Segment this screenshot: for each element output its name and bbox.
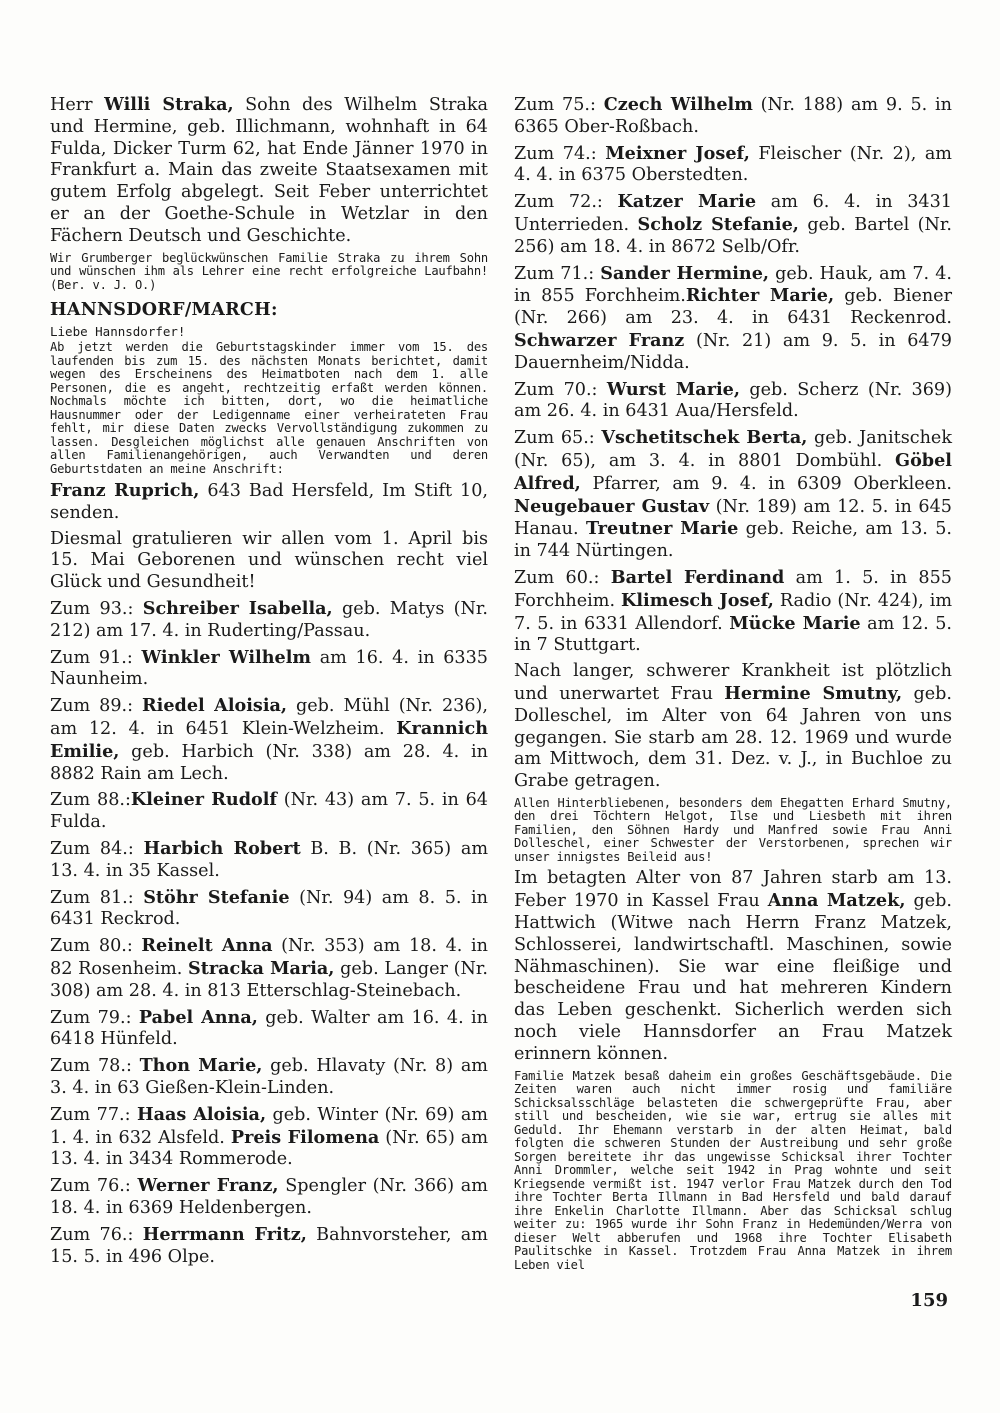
bold-name: Bartel Ferdinand (610, 566, 785, 588)
birthday-entry: Zum 65.: Vschetitschek Berta, geb. Janitschek (Nr. 65), am 3. 4. in 8801 Dombühl. Göbel Alfred, Pfarrer, am 9. 4. in 6309 Oberkleen. Neugebauer Gustav (Nr. 189) am 12. 5. in 645 Hanau. Treutner Marie geb. Reiche, am 13. 5. in 744 Nürtingen. (514, 427, 952, 562)
notice-paragraph: Ab jetzt werden die Geburtstagskinder immer vom 15. des laufenden bis zum 15. des nächsten Monats berichtet, damit wegen des Erscheinens des Heimatboten nach dem 1. alle Personen, die es angeht, rechtzeitig erfaßt werden können. Nochmals möchte ich bitten, dort, wo die heimatliche Hausnummer oder der Ledigenname einer verheirateten Frau fehlt, mir diese Daten zwecks Vervollständigung zukommen zu lassen. Desgleichen möglichst alle genauen Anschriften von allen Familienangehörigen, auch Verwandten und deren Geburtstdaten an meine Anschrift: (50, 340, 488, 476)
straka-paragraph: Herr Willi Straka, Sohn des Wilhelm Straka und Hermine, geb. Illichmann, wohnhaft in 64 Fulda, Dicker Turm 62, hat Ende Jänner 1970 in Frankfurt a. Main das zweite Staatsexamen mit gutem Erfolg abgelegt. Seit Feber unterrichtet er an der Goethe-Schule in Wetzlar in den Fächern Deutsch und Geschichte. (50, 94, 488, 246)
birthday-entry: Zum 60.: Bartel Ferdinand am 1. 5. in 855 Forchheim. Klimesch Josef, Radio (Nr. 424), im 7. 5. in 6331 Allendorf. Mücke Marie am 12. 5. in 7 Stuttgart. (514, 566, 953, 656)
bold-name: Kleiner Rudolf (130, 789, 278, 811)
bold-name: Sander Hermine, (600, 262, 770, 284)
page-number: 159 (910, 1290, 948, 1311)
bold-name: Richter Marie, (685, 285, 835, 307)
birthday-entry: Zum 72.: Katzer Marie am 6. 4. in 3431 Unterrieden. Scholz Stefanie, geb. Bartel (Nr. 256) am 18. 4. in 8672 Selb/Ofr. (514, 191, 952, 257)
bold-name: Franz Ruprich, (50, 480, 200, 502)
bold-name: Willi Straka, (104, 94, 234, 115)
smutny-condolence: Allen Hinterbliebenen, besonders dem Ehegatten Erhard Smutny, den drei Töchtern Helgot, Ilse und Liesbeth mit ihren Familien, den Söhnen Hardy und Manfred sowie Frau Anni Dolleschel, einer Schwester der Verstorbenen, sprechen wir unser innigstes Beileid aus! (514, 795, 952, 864)
bold-name: Reinelt Anna (141, 935, 273, 957)
intro-paragraph: Diesmal gratulieren wir allen vom 1. April bis 15. Mai Geborenen und wünschen recht viel Glück und Gesundheit! (50, 528, 488, 593)
straka-note: Wir Grumberger beglückwünschen Familie Straka zu ihrem Sohn und wünschen ihm als Lehrer eine recht erfolgreiche Laufbahn! (Ber. v. J. O.) (50, 250, 488, 292)
salutation: Liebe Hannsdorfer! (50, 324, 186, 340)
birthday-entry: Zum 91.: Winkler Wilhelm am 16. 4. in 6335 Naunheim. (50, 646, 488, 690)
birthday-entry: Zum 74.: Meixner Josef, Fleischer (Nr. 2), am 4. 4. in 6375 Oberstedten. (514, 142, 952, 186)
right-column (514, 94, 952, 1276)
bold-name: Neugebauer Gustav (514, 495, 710, 517)
birthday-entry: Zum 71.: Sander Hermine, geb. Hauk, am 7. 4. in 855 Forchheim.Richter Marie, geb. Biener (Nr. 266) am 23. 4. in 6431 Reckenrod. Schwarzer Franz (Nr. 21) am 9. 5. in 6479 Dauernheim/Nidda. (514, 262, 952, 373)
ruprich-address: Franz Ruprich, 643 Bad Hersfeld, Im Stift 10, senden. (50, 480, 488, 523)
bold-name: Anna Matzek, (767, 890, 906, 912)
bold-name: Scholz Stefanie, (637, 213, 799, 235)
birthday-entry: Zum 80.: Reinelt Anna (Nr. 353) am 18. 4. in 82 Rosenheim. Stracka Maria, geb. Langer (Nr. 308) am 28. 4. in 813 Etterschlag-Steinebach. (50, 935, 488, 1001)
left-column (50, 94, 488, 1272)
bold-name: Winkler Wilhelm (141, 646, 312, 668)
bold-name: Harbich Robert (143, 838, 301, 860)
birthday-entry: Zum 93.: Schreiber Isabella, geb. Matys (Nr. 212) am 17. 4. in Ruderting/Passau. (50, 598, 488, 641)
bold-name: Werner Franz, (137, 1175, 279, 1197)
bold-name: Hermine Smutny, (724, 682, 903, 704)
bold-name: Schwarzer Franz (514, 329, 685, 351)
birthday-entry: Zum 76.: Herrmann Fritz, Bahnvorsteher, am 15. 5. in 496 Olpe. (50, 1223, 488, 1267)
bold-name: Preis Filomena (230, 1126, 380, 1148)
birthday-entry: Zum 84.: Harbich Robert B. B. (Nr. 365) am 13. 4. in 35 Kassel. (50, 838, 488, 881)
birthday-entry: Zum 78.: Thon Marie, geb. Hlavaty (Nr. 8) am 3. 4. in 63 Gießen-Klein-Linden. (50, 1055, 488, 1098)
smutny-obituary: Nach langer, schwerer Krankheit ist plötzlich und unerwartet Frau Hermine Smutny, geb. Dolleschel, im Alter von 64 Jahren von uns gegangen. Sie starb am 28. 12. 1969 und wurde am Mittwoch, dem 31. Dez. v. J., in Buchloe zu Grabe getragen. (514, 661, 952, 792)
birthday-entry: Zum 70.: Wurst Marie, geb. Scherz (Nr. 369) am 26. 4. in 6431 Aua/Hersfeld. (514, 378, 952, 422)
section-heading: HANNSDORF/MARCH: (50, 300, 278, 321)
birthday-entry: Zum 88.:Kleiner Rudolf (Nr. 43) am 7. 5. in 64 Fulda. (50, 789, 488, 833)
birthday-entry: Zum 76.: Werner Franz, Spengler (Nr. 366) am 18. 4. in 6369 Heldenbergen. (50, 1175, 488, 1218)
birthday-entry: Zum 81.: Stöhr Stefanie (Nr. 94) am 8. 5. in 6431 Reckrod. (50, 886, 488, 930)
bold-name: Meixner Josef, (605, 142, 750, 164)
bold-name: Schreiber Isabella, (142, 598, 333, 620)
bold-name: Haas Aloisia, (136, 1103, 267, 1125)
bold-name: Pabel Anna, (138, 1006, 258, 1028)
bold-name: Wurst Marie, (606, 378, 740, 400)
birthday-entry: Zum 79.: Pabel Anna, geb. Walter am 16. 4. in 6418 Hünfeld. (50, 1006, 488, 1050)
birthday-entry: Zum 75.: Czech Wilhelm (Nr. 188) am 9. 5. in 6365 Ober-Roßbach. (514, 94, 952, 137)
bold-name: Stracka Maria, (188, 958, 335, 980)
matzek-obituary: Im betagten Alter von 87 Jahren starb am 13. Feber 1970 in Kassel Frau Anna Matzek, geb. Hattwich (Witwe nach Herrn Franz Matzek, Schlosserei, landwirtschaftl. Maschinen, sowie Nähmaschinen). Sie war eine fleißige und bescheidene Frau und hat mehreren Kindern das Leben geschenkt. Sicherlich werden sich noch viele Hannsdorfer an Frau Matzek erinnern können. (514, 868, 953, 1064)
bold-name: Thon Marie, (139, 1055, 263, 1077)
bold-name: Herrmann Fritz, (142, 1223, 307, 1245)
bold-name: Katzer Marie (617, 191, 757, 213)
birthday-entry: Zum 77.: Haas Aloisia, geb. Winter (Nr. 69) am 1. 4. in 632 Alsfeld. Preis Filomena (Nr. 65) am 13. 4. in 3434 Rommerode. (50, 1103, 488, 1170)
bold-name: Vschetitschek Berta, (601, 427, 808, 449)
bold-name: Krannich Emilie, (50, 718, 488, 762)
bold-name: Mücke Marie (729, 612, 861, 634)
bold-name: Klimesch Josef, (621, 589, 774, 611)
bold-name: Czech Wilhelm (603, 94, 753, 115)
bold-name: Göbel Alfred, (514, 449, 952, 494)
birthday-entry: Zum 89.: Riedel Aloisia, geb. Mühl (Nr. 236), am 12. 4. in 6451 Klein-Welzheim. Krannich Emilie, geb. Harbich (Nr. 338) am 28. 4. in 8882 Rain am Lech. (50, 695, 488, 784)
bold-name: Riedel Aloisia, (142, 695, 288, 717)
bold-name: Treutner Marie (585, 518, 739, 540)
bold-name: Stöhr Stefanie (143, 886, 290, 908)
matzek-note: Familie Matzek besaß daheim ein großes Geschäftsgebäude. Die Zeiten waren auch nicht immer rosig und familiäre Schicksalsschläge belasteten die schwergeprüfte Frau, aber still und bescheiden, wie sie war, ertrug sie alles mit Geduld. Ihr Ehemann verstarb in der alten Heimat, bald folgten die schweren Stunden der Austreibung und sehr große Sorgen bereitete ihr das ungewisse Schicksal ihrer Tochter Anni Drommler, welche seit 1942 in Prag wohnte und seit Kriegsende vermißt ist. 1947 verlor Frau Matzek durch den Tod ihre Tochter Berta Illmann in Bad Hersfeld und bald darauf ihre Enkelin Charlotte Illmann. Aber das Schicksal schlug weiter zu: 1965 wurde ihr Sohn Franz in Hedemünden/Werra von dieser Welt abberufen und 1968 ihre Tochter Elisabeth Paulitschke in Kassel. Trotzdem Frau Anna Matzek in ihrem Leben viel (514, 1068, 952, 1272)
